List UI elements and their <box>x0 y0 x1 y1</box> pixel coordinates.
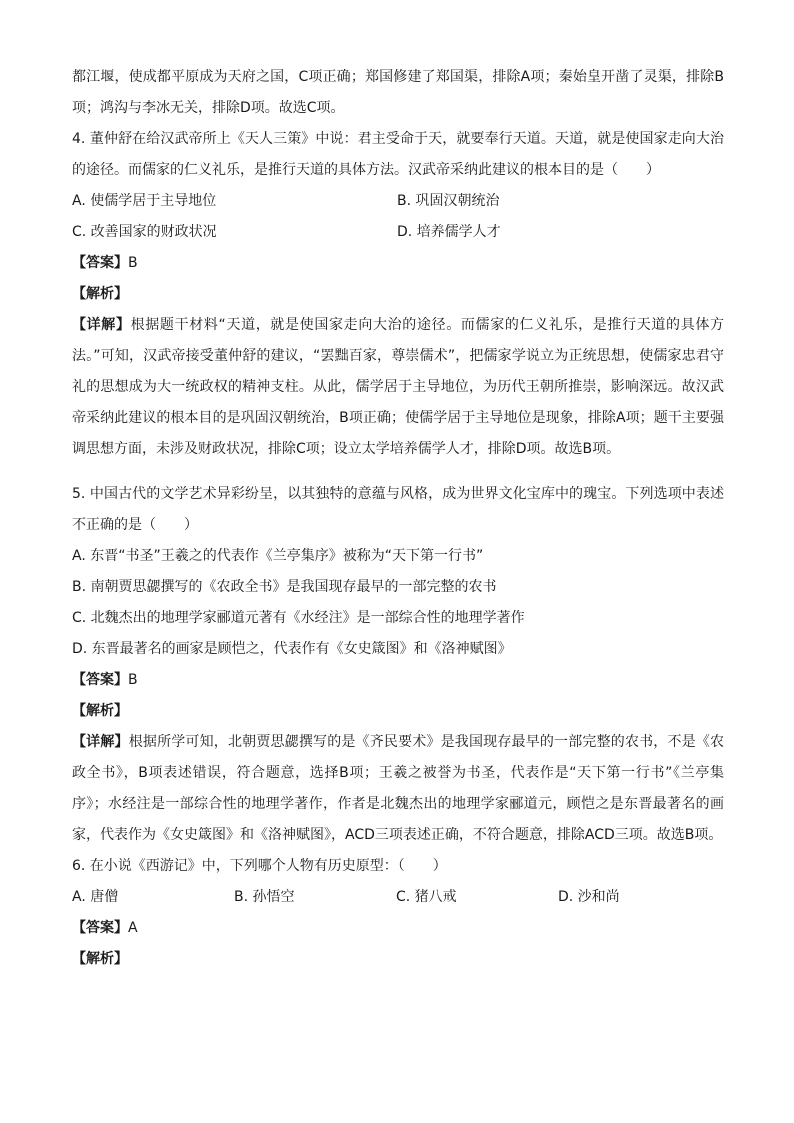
option-b: B. 南朝贾思勰撰写的《农政全书》是我国现存最早的一部完整的农书 <box>72 579 497 595</box>
option-b: B. 孙悟空 <box>234 889 295 905</box>
option-a: A. 东晋“书圣”王羲之的代表作《兰亭集序》被称为“天下第一行书” <box>72 548 484 564</box>
option-d: D. 东晋最著名的画家是顾恺之，代表作有《女史箴图》和《洛神赋图》 <box>72 641 512 657</box>
answer-tag: 【答案】 <box>72 255 128 271</box>
option-c: C. 猪八戒 <box>396 889 457 905</box>
question-6 <box>72 851 724 975</box>
question-4 <box>72 124 724 465</box>
options-list <box>72 882 724 913</box>
option-c: C. 改善国家的财政状况 <box>72 224 217 240</box>
answer-line <box>72 665 724 696</box>
question-stem: 4. 董仲舒在给汉武帝所上《天人三策》中说：君主受命于天，就要奉行天道。天道，就是使国家走向大治的途径。而儒家的仁义礼乐，是推行天道的具体方法。汉武帝采纳此建议的根本目的是（ ） <box>72 131 724 178</box>
detail-tag: 【详解】 <box>72 317 131 333</box>
option-c: C. 北魏杰出的地理学家郦道元著有《水经注》是一部综合性的地理学著作 <box>72 610 525 626</box>
option-d: D. 沙和尚 <box>558 889 620 905</box>
option-a: A. 使儒学居于主导地位 <box>72 193 217 209</box>
detail-text: 根据所学可知，北朝贾思勰撰写的是《齐民要术》是我国现存最早的一部完整的农书，不是《农政全书》，B项表述错误，符合题意，选择B项；王羲之被誉为书圣，代表作是“天下第一行书”《兰亭集序》；水经注是一部综合性的地理学著作，作者是北魏杰出的地理学家郦道元，顾恺之是东晋最著名的画家，代表作为《女史箴图》和《洛神赋图》，ACD三项表述正确，不符合题意，排除ACD三项。故选B项。 <box>72 734 725 843</box>
answer-line <box>72 248 724 279</box>
option-a: A. 唐僧 <box>72 889 119 905</box>
answer-tag: 【答案】 <box>72 920 128 936</box>
answer-line <box>72 913 724 944</box>
answer-value: B <box>128 255 138 271</box>
question-5 <box>72 479 724 851</box>
question-stem: 5. 中国古代的文学艺术异彩纷呈，以其独特的意蕴与风格，成为世界文化宝库中的瑰宝。下列选项中表述不正确的是（ ） <box>72 486 724 533</box>
analysis-line <box>72 279 724 310</box>
analysis-tag: 【解析】 <box>72 703 128 719</box>
analysis-tag: 【解析】 <box>72 951 128 967</box>
options-list <box>72 186 724 248</box>
answer-tag: 【答案】 <box>72 672 128 688</box>
option-d: D. 培养儒学人才 <box>397 224 501 240</box>
continued-explanation: 都江堰，使成都平原成为天府之国，C项正确；郑国修建了郑国渠，排除A项；秦始皇开凿了灵渠，排除B项；鸿沟与李冰无关，排除D项。故选C项。 <box>72 69 724 116</box>
detail-text: 根据题干材料“天道，就是使国家走向大治的途径。而儒家的仁义礼乐，是推行天道的具体方法。”可知，汉武帝接受董仲舒的建议，“罢黜百家，尊崇儒术”，把儒家学说立为正统思想，使儒家忠君守礼的思想成为大一统政权的精神支柱。从此，儒学居于主导地位，为历代王朝所推崇，影响深远。故汉武帝采纳此建议的根本目的是巩固汉朝统治，B项正确；使儒学居于主导地位是现象，排除A项；题干主要强调思想方面，未涉及财政状况，排除C项；设立太学培养儒学人才，排除D项。故选B项。 <box>72 317 724 457</box>
option-b: B. 巩固汉朝统治 <box>397 193 500 209</box>
analysis-line <box>72 696 724 727</box>
detail-tag: 【详解】 <box>72 734 129 750</box>
analysis-line <box>72 944 724 975</box>
blank-gap <box>72 465 724 479</box>
detail-paragraph <box>72 310 724 465</box>
analysis-tag: 【解析】 <box>72 286 128 302</box>
answer-value: B <box>128 672 138 688</box>
document-page <box>72 62 724 975</box>
question-stem: 6. 在小说《西游记》中，下列哪个人物有历史原型：（ ） <box>72 858 447 874</box>
detail-paragraph <box>72 727 724 851</box>
answer-value: A <box>128 920 138 936</box>
